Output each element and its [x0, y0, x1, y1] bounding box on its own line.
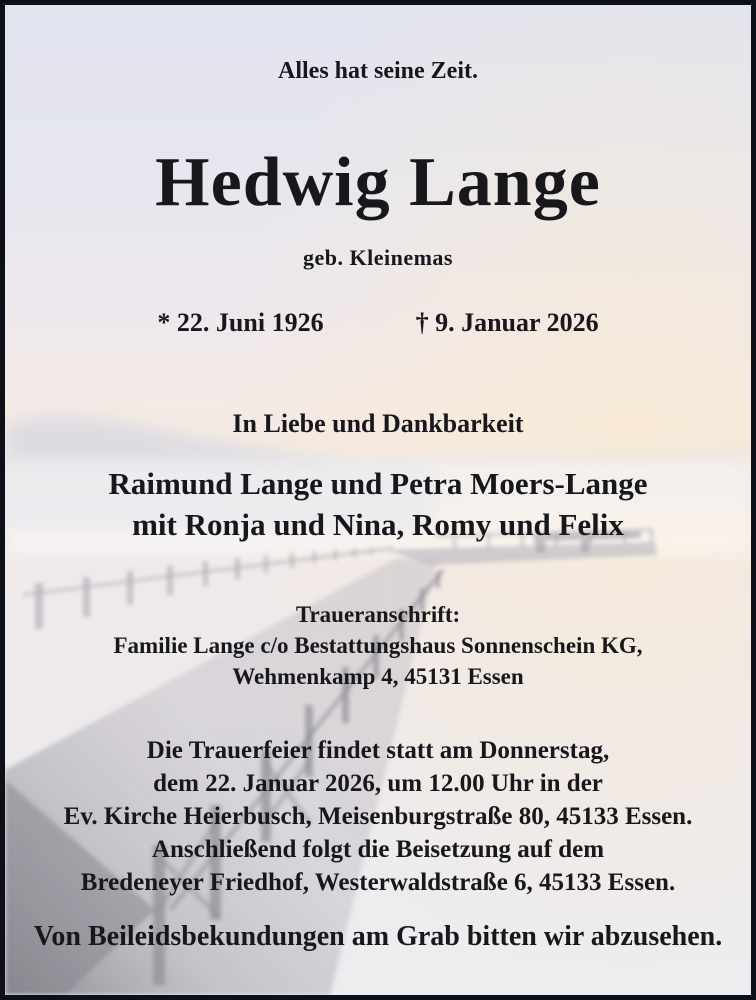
service-line: Bredeneyer Friedhof, Westerwaldstraße 6, 45133 Essen.: [80, 869, 676, 896]
death-date: † 9. Januar 2026: [415, 308, 599, 337]
epigraph: Alles hat seine Zeit.: [278, 58, 478, 84]
life-dates: [5, 308, 751, 338]
service-line: dem 22. Januar 2026, um 12.00 Uhr in der: [153, 770, 603, 797]
mourners: [5, 463, 751, 545]
address-line: Wehmenkamp 4, 45131 Essen: [232, 664, 524, 689]
deceased-name: Hedwig Lange: [155, 144, 601, 221]
closing-line: Von Beileidsbekundungen am Grab bitten wir abzusehen.: [33, 921, 723, 952]
birth-date: * 22. Juni 1926: [157, 308, 324, 337]
service-line: Ev. Kirche Heierbusch, Meisenburgstraße 80, 45133 Essen.: [63, 803, 693, 830]
condolence-address: [5, 599, 751, 692]
condolence-address-label: Traueranschrift:: [295, 602, 461, 627]
mourners-line: Raimund Lange und Petra Moers-Lange: [108, 466, 648, 501]
service-line: Die Trauerfeier findet statt am Donnerstag,: [146, 737, 610, 764]
address-line: Familie Lange c/o Bestattungshaus Sonnenschein KG,: [113, 633, 643, 658]
maiden-name: geb. Kleinemas: [303, 245, 453, 270]
tribute-line: In Liebe und Dankbarkeit: [232, 409, 524, 438]
service-info: [5, 734, 751, 899]
service-line: Anschließend folgt die Beisetzung auf dem: [151, 836, 605, 863]
mourners-line: mit Ronja und Nina, Romy und Felix: [132, 507, 624, 542]
